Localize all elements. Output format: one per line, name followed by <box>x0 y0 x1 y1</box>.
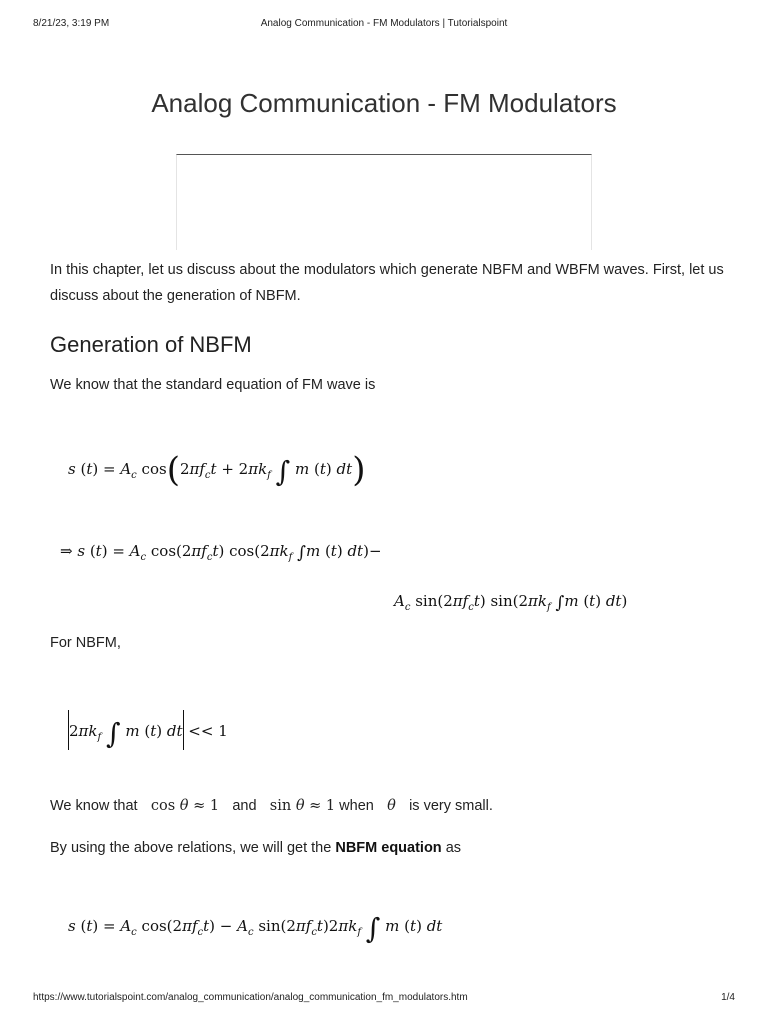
nbfm-sentence-prefix: By using the above relations, we will get the <box>50 840 332 856</box>
theta-math: θ <box>387 798 396 814</box>
nbfm-condition-equation: $2\pi k_f$ ∫ m (t) dt << 1 <box>68 710 228 750</box>
relations-when: when <box>339 798 374 814</box>
relations-prefix: We know that <box>50 798 138 814</box>
print-page-number: 1/4 <box>721 992 735 1003</box>
print-page-title: Analog Communication - FM Modulators | Tutorialspoint <box>260 18 508 29</box>
ad-placeholder-frame <box>176 154 592 250</box>
nbfm-equation: s $(t) = A_c$ $\cos(2\pi f_ct) - A_c$ $\sin(2\pi f_ct)2\pi k_f$ ∫ m (t) dt <box>68 912 443 945</box>
sin-approx-math: sin θ ≈ 1 <box>260 798 336 814</box>
expanded-equation-line2: $A_c$ $\sin(2\pi f_ct)$ $\sin(2\pi k_f$ ∫m (t) dt) <box>394 592 628 613</box>
intro-paragraph: In this chapter, let us discuss about the modulators which generate NBFM and WBFM waves. First, let us discuss about the generation of NBFM. <box>50 262 724 304</box>
small-angle-relations <box>50 793 730 819</box>
print-datetime: 8/21/23, 3:19 PM <box>33 18 110 29</box>
page-title: Analog Communication - FM Modulators <box>151 88 617 118</box>
standard-equation-intro: We know that the standard equation of FM wave is <box>50 377 376 393</box>
section-heading: Generation of NBFM <box>50 332 252 357</box>
nbfm-equation-sentence <box>50 835 730 861</box>
expanded-equation-line1: ⇒ s $(t) = A_c$ $\cos(2\pi f_ct)$ $\cos(2\pi k_f$ ∫m (t) dt)− <box>60 542 382 563</box>
relations-and: and <box>232 798 257 814</box>
for-nbfm-label: For NBFM, <box>50 635 121 651</box>
nbfm-equation-bold: NBFM equation <box>335 840 442 856</box>
cos-approx-math: cos θ ≈ 1 <box>141 798 229 814</box>
print-url: https://www.tutorialspoint.com/analog_communication/analog_communication_fm_modulators.htm <box>33 992 468 1003</box>
nbfm-sentence-suffix: as <box>445 840 462 856</box>
relations-suffix: is very small. <box>409 798 493 814</box>
fm-wave-equation: s $(t) = A_c$ $\cos(2\pi f_ct + 2\pi k_f$ ∫ m (t) dt) <box>68 450 366 490</box>
